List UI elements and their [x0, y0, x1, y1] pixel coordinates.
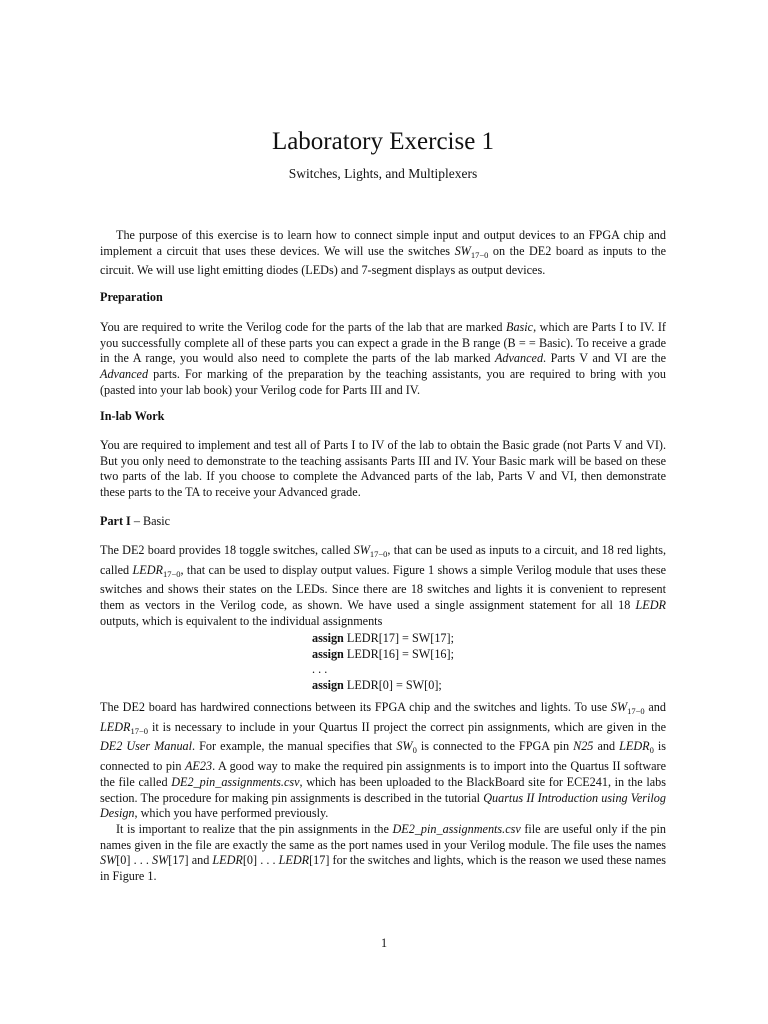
heading-preparation: Preparation [100, 290, 163, 304]
part1-paragraph-1: The DE2 board provides 18 toggle switches, called $SW_{17-0}$, that can be used as inputs to a circuit, and 18 red lights, called $LEDR_{17-0}$, that can be used to display output values. Figure 1 shows a simple Verilog module that uses these switches and shows their states on the LEDs. Since there are 18 switches and lights it is convenient to represent them as vectors in the Verilog code, as shown. We have used a single assignment statement for all 18 LEDR outputs, which is equivalent to the individual assignments [100, 543, 666, 628]
code-line: assign LEDR[17] = SW[17]; [312, 631, 454, 645]
part1-paragraph-2: The DE2 board has hardwired connections between its FPGA chip and the switches and lights. To use $SW_{17-0}$ and $LEDR_{17-0}$ it is necessary to include in your Quartus II project the correct pin assignments, which are given in the DE2 User Manual. For example, the manual specifies that $SW_0$ is connected to the FPGA pin N25 and $LEDR_0$ is connected to pin AE23. A good way to make the required pin assignments is to import into the Quartus II software the file called DE2_pin_assignments.csv, which has been uploaded to the BlackBoard site for ECE241, in the labs section. The procedure for making pin assignments is described in the tutorial Quartus II Introduction using Verilog Design, which you have performed previously. It is important to realize that the pin assignments in the DE2_pin_assignments.csv file are useful only if the pin names given in the file are exactly the same as the port names used in your Verilog module. The file uses the names SW[0] . . . SW[17] and LEDR[0] . . . LEDR[17] for the switches and lights, which is the reason we used these names in Figure 1. [100, 700, 667, 884]
intro-paragraph: The purpose of this exercise is to learn how to connect simple input and output devices to an FPGA chip and implement a circuit that uses these devices. We will use the switches $SW_{17-0}$ on the DE2 board as inputs to the circuit. We will use light emitting diodes (LEDs) and 7-segment displays as output devices. [100, 228, 667, 278]
code-line: assign LEDR[16] = SW[16]; [312, 646, 454, 661]
code-line: assign LEDR[0] = SW[0]; [312, 678, 442, 693]
page-number: 1 [380, 936, 388, 950]
document-title: Laboratory Exercise 1 [271, 128, 495, 155]
heading-part1: Part I – Basic [100, 514, 171, 528]
inlab-paragraph: You are required to implement and test all of Parts I to IV of the lab to obtain the Basic grade (not Parts V and VI). But you only need to demonstrate to the teaching assisants Parts III and IV. Your Basic mark will be based on these two parts of the lab. If you choose to complete the Advanced parts of the lab, Parts V and VI, then demonstrate these parts to the TA to receive your Advanced grade. [100, 438, 666, 500]
preparation-paragraph: You are required to write the Verilog code for the parts of the lab that are marked Basic, which are Parts I to IV. If you successfully complete all of these parts you can expect a grade in the B range (B = = Basic). To receive a grade in the A range, you would also need to complete the parts of the lab marked Advanced. Parts V and VI are the Advanced parts. For marking of the preparation by the teaching assistants, you are required to bring with you (pasted into your lab book) your Verilog code for Parts III and IV. [100, 320, 666, 397]
heading-inlab: In-lab Work [100, 409, 165, 423]
code-line: . . . [312, 662, 328, 677]
document-subtitle: Switches, Lights, and Multiplexers [288, 166, 478, 181]
code-assignments [312, 631, 454, 694]
